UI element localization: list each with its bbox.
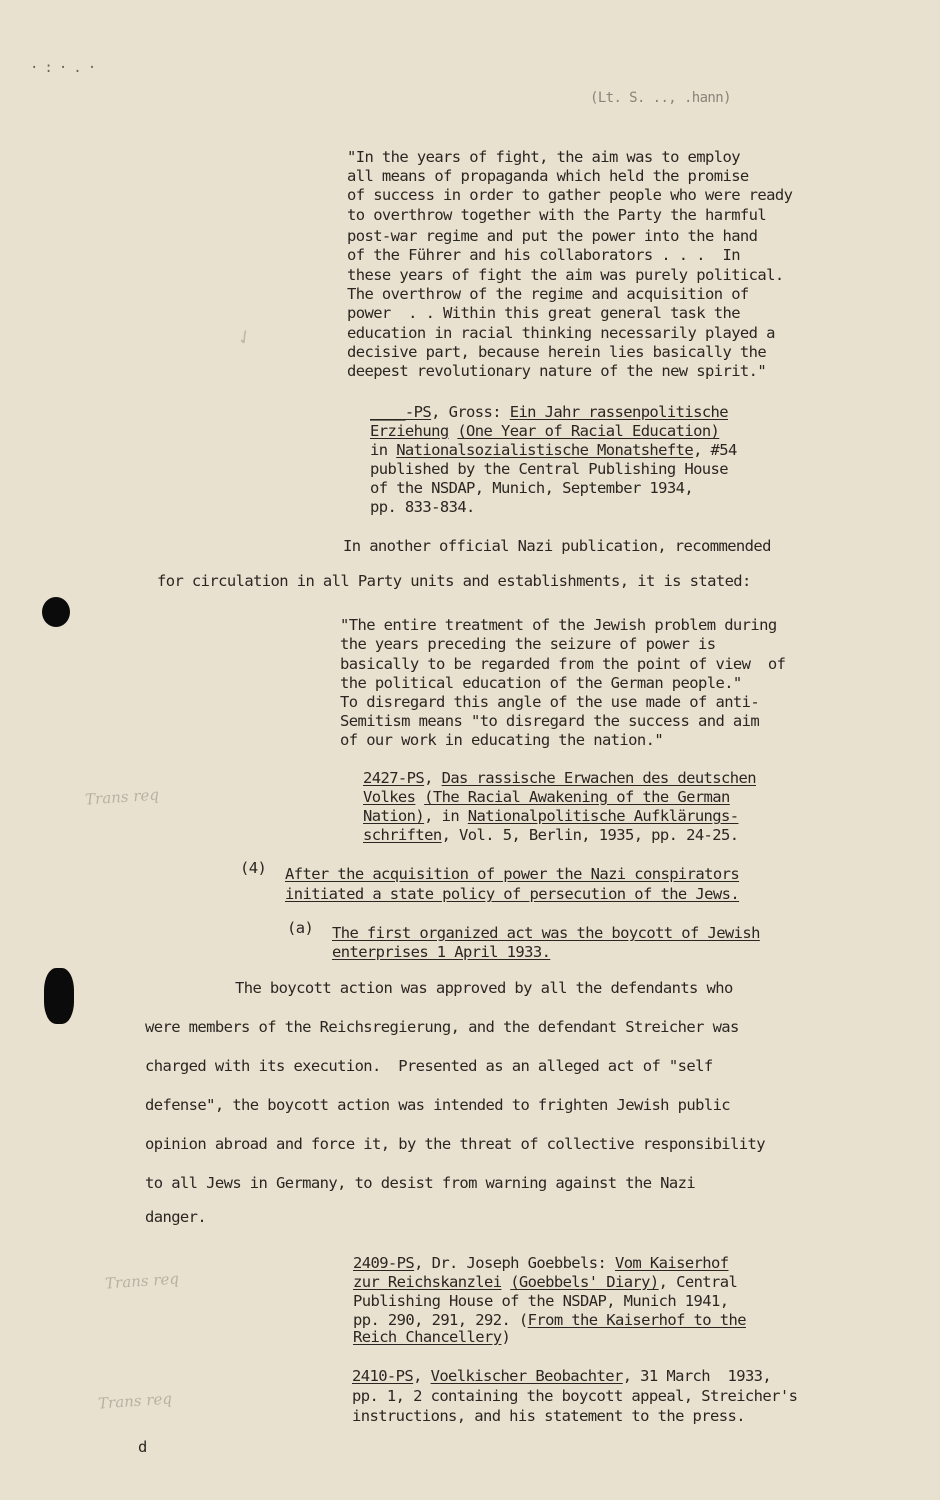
- footer-mark: d: [138, 1438, 147, 1456]
- citation-line: Nation), in Nationalpolitische Aufklärungs-: [363, 807, 739, 825]
- section-line: initiated a state policy of persecution of the Jews.: [285, 885, 740, 903]
- quote-line: "In the years of fight, the aim was to employ: [347, 148, 740, 166]
- paragraph-line: for circulation in all Party units and establishments, it is stated:: [157, 572, 751, 590]
- citation-line: 2427-PS, Das rassische Erwachen des deutschen: [363, 769, 756, 787]
- quote-line: to overthrow together with the Party the harmful: [347, 206, 767, 224]
- quote-line: The overthrow of the regime and acquisition of: [347, 285, 749, 303]
- paragraph-line: defense", the boycott action was intended to frighten Jewish public: [145, 1096, 731, 1114]
- quote-line: To disregard this angle of the use made of anti-: [340, 693, 760, 711]
- quote-line: post-war regime and put the power into the hand: [347, 227, 758, 245]
- citation-line: 2409-PS, Dr. Joseph Goebbels: Vom Kaiserhof: [353, 1254, 729, 1272]
- punch-hole-bottom: [44, 968, 74, 1024]
- paragraph-line: In another official Nazi publication, recommended: [343, 537, 771, 555]
- punch-hole-top: [42, 597, 70, 627]
- paragraph-line: The boycott action was approved by all the defendants who: [235, 979, 733, 997]
- citation-line: instructions, and his statement to the press.: [352, 1407, 745, 1425]
- citation-line: published by the Central Publishing House: [370, 460, 729, 478]
- citation-line: Volkes (The Racial Awakening of the German: [363, 788, 730, 806]
- citation-ref: 2410-PS: [352, 1367, 414, 1385]
- quote-line: deepest revolutionary nature of the new spirit.": [347, 362, 767, 380]
- margin-note: Trans req: [104, 1269, 180, 1293]
- citation-line: ____-PS, Gross: Ein Jahr rassenpolitische: [370, 403, 729, 421]
- citation-line: Erziehung (One Year of Racial Education): [370, 422, 720, 440]
- citation-line: Reich Chancellery): [353, 1328, 511, 1346]
- quote-line: power . . Within this great general task the: [347, 304, 740, 322]
- citation-ref: ____-PS: [370, 403, 432, 421]
- citation-line: 2410-PS, Voelkischer Beobachter, 31 March 1933,: [352, 1367, 772, 1385]
- quote-line: the political education of the German people.": [340, 674, 742, 692]
- paper-specks: ·:·.·: [30, 60, 103, 76]
- quote-line: these years of fight the aim was purely political.: [347, 266, 784, 284]
- quote-line: of success in order to gather people who were ready: [347, 186, 793, 204]
- citation-line: in Nationalsozialistische Monatshefte, #54: [370, 441, 737, 459]
- quote-line: the years preceding the seizure of power is: [340, 635, 716, 653]
- paragraph-line: were members of the Reichsregierung, and the defendant Streicher was: [145, 1018, 739, 1036]
- citation-line: pp. 290, 291, 292. (From the Kaiserhof to the: [353, 1311, 746, 1329]
- section-number: (4): [240, 859, 267, 877]
- paragraph-line: to all Jews in Germany, to desist from warning against the Nazi: [145, 1174, 696, 1192]
- quote-line: education in racial thinking necessarily played a: [347, 324, 775, 342]
- quote-line: "The entire treatment of the Jewish problem during: [340, 616, 777, 634]
- quote-line: decisive part, because herein lies basically the: [347, 343, 767, 361]
- section-line: The first organized act was the boycott of Jewish: [332, 924, 760, 942]
- paragraph-line: opinion abroad and force it, by the threat of collective responsibility: [145, 1135, 765, 1153]
- paragraph-line: danger.: [145, 1208, 207, 1226]
- citation-line: schriften, Vol. 5, Berlin, 1935, pp. 24-25.: [363, 826, 739, 844]
- paragraph-line: charged with its execution. Presented as an alleged act of "self: [145, 1057, 713, 1075]
- section-line: After the acquisition of power the Nazi conspirators: [285, 865, 740, 883]
- citation-line: of the NSDAP, Munich, September 1934,: [370, 479, 694, 497]
- quote-line: basically to be regarded from the point of view of: [340, 655, 786, 673]
- quote-line: of our work in educating the nation.": [340, 731, 664, 749]
- citation-line: zur Reichskanzlei (Goebbels' Diary), Central: [353, 1273, 738, 1291]
- citation-ref: 2427-PS: [363, 769, 425, 787]
- quote-line: Semitism means "to disregard the success and aim: [340, 712, 760, 730]
- citation-line: pp. 833-834.: [370, 498, 475, 516]
- citation-line: pp. 1, 2 containing the boycott appeal, Streicher's: [352, 1387, 798, 1405]
- margin-note: Trans req: [97, 1389, 173, 1413]
- quote-line: of the Führer and his collaborators . . . In: [347, 246, 740, 264]
- header-stamp: (Lt. S. .., .hann): [590, 90, 731, 106]
- quote-line: all means of propaganda which held the promise: [347, 167, 749, 185]
- citation-line: Publishing House of the NSDAP, Munich 1941,: [353, 1292, 729, 1310]
- section-letter: (a): [287, 919, 314, 937]
- citation-ref: 2409-PS: [353, 1254, 415, 1272]
- pencil-check-mark: ✓: [232, 323, 257, 352]
- margin-note: Trans req: [84, 785, 160, 809]
- section-line: enterprises 1 April 1933.: [332, 943, 551, 961]
